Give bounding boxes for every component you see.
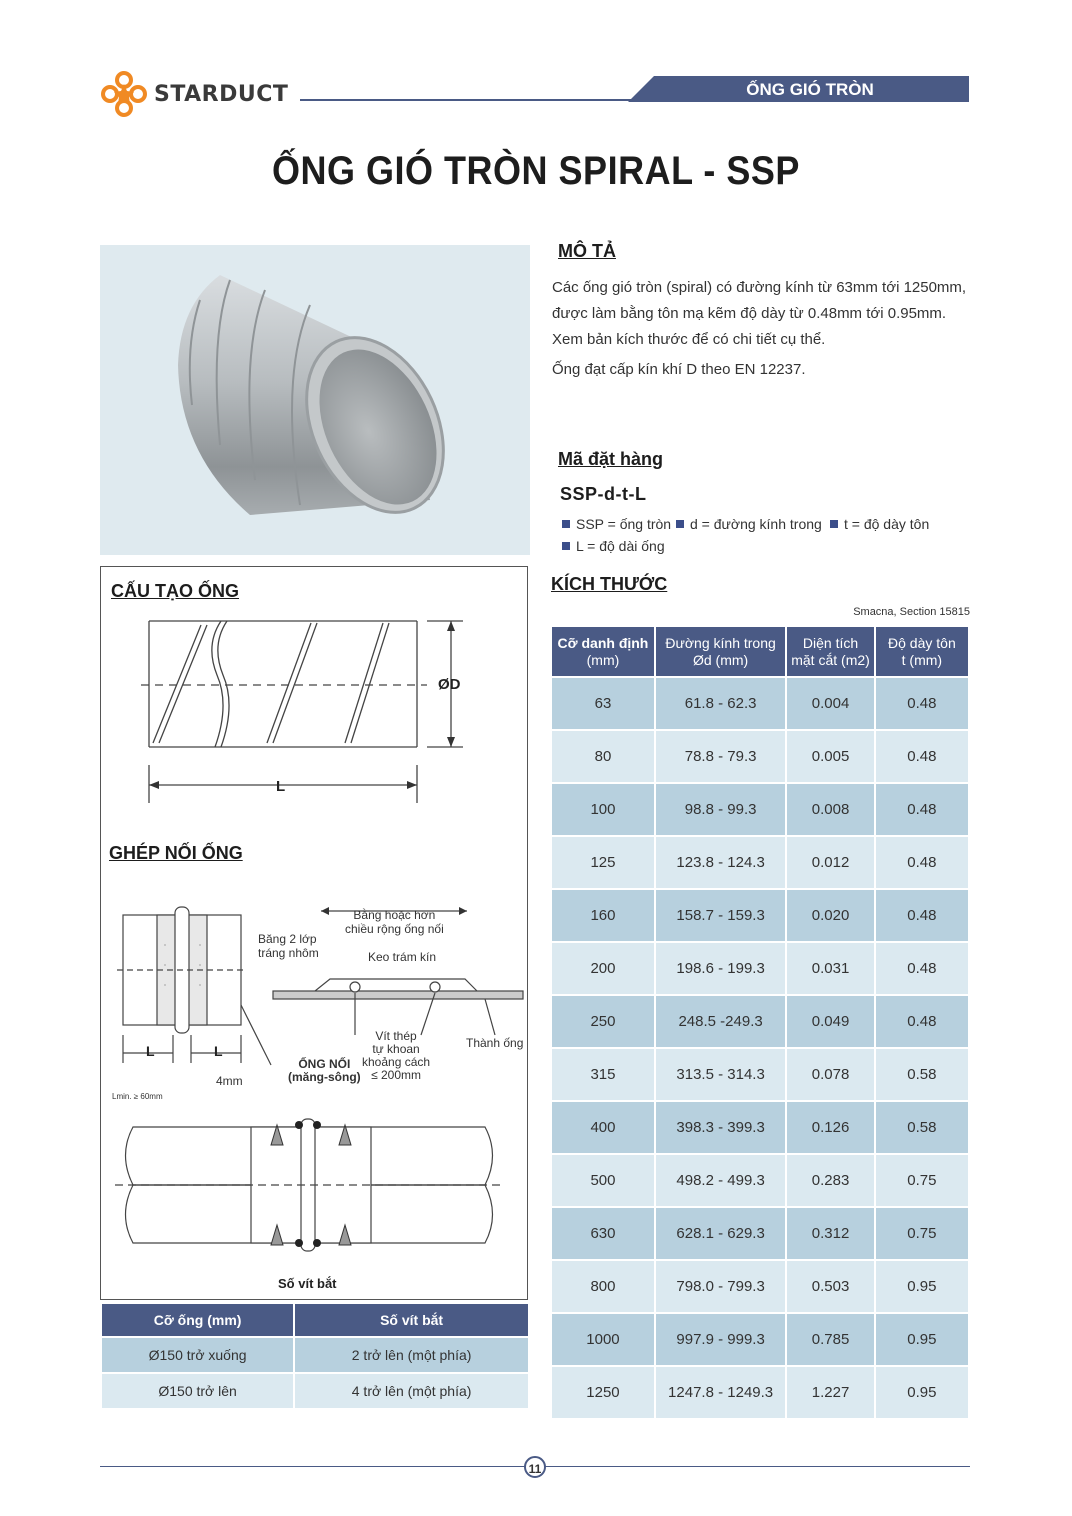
table-cell: Ø150 trở lên: [102, 1374, 293, 1408]
table-cell: 250: [552, 996, 654, 1047]
table-cell: 0.012: [787, 837, 873, 888]
table-cell: 0.48: [876, 784, 968, 835]
table-row: [552, 837, 968, 888]
table-cell: Ø150 trở xuống: [102, 1338, 293, 1372]
table-cell: 0.75: [876, 1208, 968, 1259]
table-cell: 630: [552, 1208, 654, 1259]
table-cell: 125: [552, 837, 654, 888]
table-cell: 0.48: [876, 890, 968, 941]
table-row: [552, 890, 968, 941]
table-cell: 0.95: [876, 1367, 968, 1418]
table-row: [552, 1102, 968, 1153]
table-cell: 63: [552, 678, 654, 729]
column-header: Số vít bắt: [295, 1304, 528, 1336]
table-cell: 0.008: [787, 784, 873, 835]
coupling-length-label: L: [146, 1043, 155, 1059]
table-cell: 0.785: [787, 1314, 873, 1365]
table-header-row: [102, 1304, 528, 1336]
table-cell: 200: [552, 943, 654, 994]
starduct-logo-icon: [100, 70, 148, 118]
table-cell: 61.8 - 62.3: [656, 678, 785, 729]
coupling-length-label: L: [214, 1043, 223, 1059]
description-text: [552, 275, 972, 383]
column-header: Diện tích mặt cắt (m2): [787, 627, 873, 676]
length-label: L: [276, 778, 286, 795]
legend-item: L = độ dài ống: [562, 538, 665, 554]
legend-item: d = đường kính trong: [676, 516, 822, 532]
description-paragraph: Các ống gió tròn (spiral) có đường kính từ 63mm tới 1250mm, được làm bằng tôn mạ kẽm độ dày từ 0.48mm tới 0.95mm. Xem bản kích thước để có chi tiết cụ thể.: [552, 279, 967, 348]
sealant-label: Keo trám kín: [368, 950, 437, 964]
table-cell: 498.2 - 499.3: [656, 1155, 785, 1206]
header-rule: [300, 99, 640, 101]
table-row: [552, 1155, 968, 1206]
table-cell: 123.8 - 124.3: [656, 837, 785, 888]
table-cell: 0.58: [876, 1049, 968, 1100]
order-code: SSP-d-t-L: [560, 484, 647, 504]
arrow-right-icon: [459, 907, 467, 915]
description-heading: MÔ TẢ: [558, 241, 616, 261]
table-cell: 0.48: [876, 943, 968, 994]
screws-table: [100, 1302, 530, 1410]
column-header: Cỡ ống (mm): [102, 1304, 293, 1336]
table-cell: 248.5 -249.3: [656, 996, 785, 1047]
table-cell: 500: [552, 1155, 654, 1206]
table-cell: 1.227: [787, 1367, 873, 1418]
table-row: [552, 784, 968, 835]
legend-item: t = độ dày tôn: [830, 516, 929, 532]
lmin-label: Lmin. ≥ 60mm: [112, 1092, 163, 1101]
table-cell: 1247.8 - 1249.3: [656, 1367, 785, 1418]
structure-diagram: [105, 605, 525, 805]
diameter-label: ØD: [438, 676, 461, 693]
table-cell: 0.078: [787, 1049, 873, 1100]
spiral-duct-photo: [100, 245, 530, 555]
table-row: [552, 1261, 968, 1312]
table-row: [102, 1338, 528, 1372]
table-row: [102, 1374, 528, 1408]
description-paragraph-2: Ống đạt cấp kín khí D theo EN 12237.: [552, 361, 806, 378]
table-cell: 0.95: [876, 1261, 968, 1312]
table-row: [552, 678, 968, 729]
column-header: Đường kính trong Ød (mm): [656, 627, 785, 676]
page-title: ỐNG GIÓ TRÒN SPIRAL - SSP: [272, 147, 800, 193]
table-cell: 0.75: [876, 1155, 968, 1206]
table-cell: 0.049: [787, 996, 873, 1047]
brand-name: STARDUCT: [154, 81, 289, 107]
order-heading: Mã đặt hàng: [558, 449, 664, 469]
arrow-left-icon: [149, 781, 159, 789]
table-cell: 0.126: [787, 1102, 873, 1153]
table-cell: 100: [552, 784, 654, 835]
table-cell: 158.7 - 159.3: [656, 890, 785, 941]
legend-item: SSP = ống tròn: [562, 516, 671, 532]
bullet-square-icon: [562, 520, 570, 528]
arrow-up-icon: [447, 621, 455, 631]
dimensions-table: [550, 625, 970, 1420]
screw-diagram: [105, 1105, 525, 1275]
table-cell: 1000: [552, 1314, 654, 1365]
table-cell: 0.031: [787, 943, 873, 994]
arrow-right-icon: [407, 781, 417, 789]
screw-label: Vít thép tự khoan khoảng cách ≤ 200mm: [362, 1029, 431, 1082]
arrow-down-icon: [447, 737, 455, 747]
brand-logo: [100, 64, 310, 124]
table-cell: 0.48: [876, 678, 968, 729]
table-row: [552, 943, 968, 994]
table-row: [552, 996, 968, 1047]
table-row: [552, 1208, 968, 1259]
table-cell: 0.020: [787, 890, 873, 941]
table-cell: 1250: [552, 1367, 654, 1418]
page-number: 11: [524, 1456, 546, 1478]
structure-heading: CẤU TẠO ỐNG: [111, 581, 239, 601]
table-cell: 0.58: [876, 1102, 968, 1153]
dimensions-heading: KÍCH THƯỚC: [551, 574, 668, 594]
table-cell: 398.3 - 399.3: [656, 1102, 785, 1153]
table-cell: 198.6 - 199.3: [656, 943, 785, 994]
table-cell: 997.9 - 999.3: [656, 1314, 785, 1365]
gap-label: 4mm: [216, 1074, 243, 1088]
coupling-label: ỐNG NỐI (măng-sông): [288, 1057, 361, 1084]
bullet-square-icon: [830, 520, 838, 528]
bullet-square-icon: [676, 520, 684, 528]
table-cell: 160: [552, 890, 654, 941]
table-cell: 0.503: [787, 1261, 873, 1312]
table-row: [552, 1367, 968, 1418]
table-cell: 2 trở lên (một phía): [295, 1338, 528, 1372]
table-row: [552, 1049, 968, 1100]
table-cell: 4 trở lên (một phía): [295, 1374, 528, 1408]
table-row: [552, 731, 968, 782]
table-cell: 315: [552, 1049, 654, 1100]
table-cell: 0.48: [876, 731, 968, 782]
table-cell: 80: [552, 731, 654, 782]
table-cell: 628.1 - 629.3: [656, 1208, 785, 1259]
table-cell: 98.8 - 99.3: [656, 784, 785, 835]
table-cell: 800: [552, 1261, 654, 1312]
screw-count-caption: Số vít bắt: [278, 1276, 337, 1291]
table-cell: 0.005: [787, 731, 873, 782]
table-cell: 313.5 - 314.3: [656, 1049, 785, 1100]
bullet-square-icon: [562, 542, 570, 550]
column-header: Độ dày tôn t (mm): [876, 627, 968, 676]
table-cell: 0.312: [787, 1208, 873, 1259]
table-cell: 0.004: [787, 678, 873, 729]
overlap-label: Bằng hoặc hơn chiều rộng ống nối: [345, 908, 444, 936]
table-header-row: [552, 627, 968, 676]
table-cell: 798.0 - 799.3: [656, 1261, 785, 1312]
tape-label: Băng 2 lớp tráng nhôm: [258, 932, 319, 960]
dimensions-source: Smacna, Section 15815: [853, 606, 970, 618]
table-cell: 400: [552, 1102, 654, 1153]
table-cell: 78.8 - 79.3: [656, 731, 785, 782]
table-cell: 0.48: [876, 837, 968, 888]
table-cell: 0.283: [787, 1155, 873, 1206]
section-title: ỐNG GIÓ TRÒN: [746, 80, 874, 99]
table-row: [552, 1314, 968, 1365]
table-cell: 0.48: [876, 996, 968, 1047]
arrow-left-icon: [321, 907, 329, 915]
joint-heading: GHÉP NỐI ỐNG: [109, 843, 243, 863]
column-header: Cỡ danh định (mm): [552, 627, 654, 676]
table-cell: 0.95: [876, 1314, 968, 1365]
wall-label: Thành ống: [466, 1036, 524, 1050]
